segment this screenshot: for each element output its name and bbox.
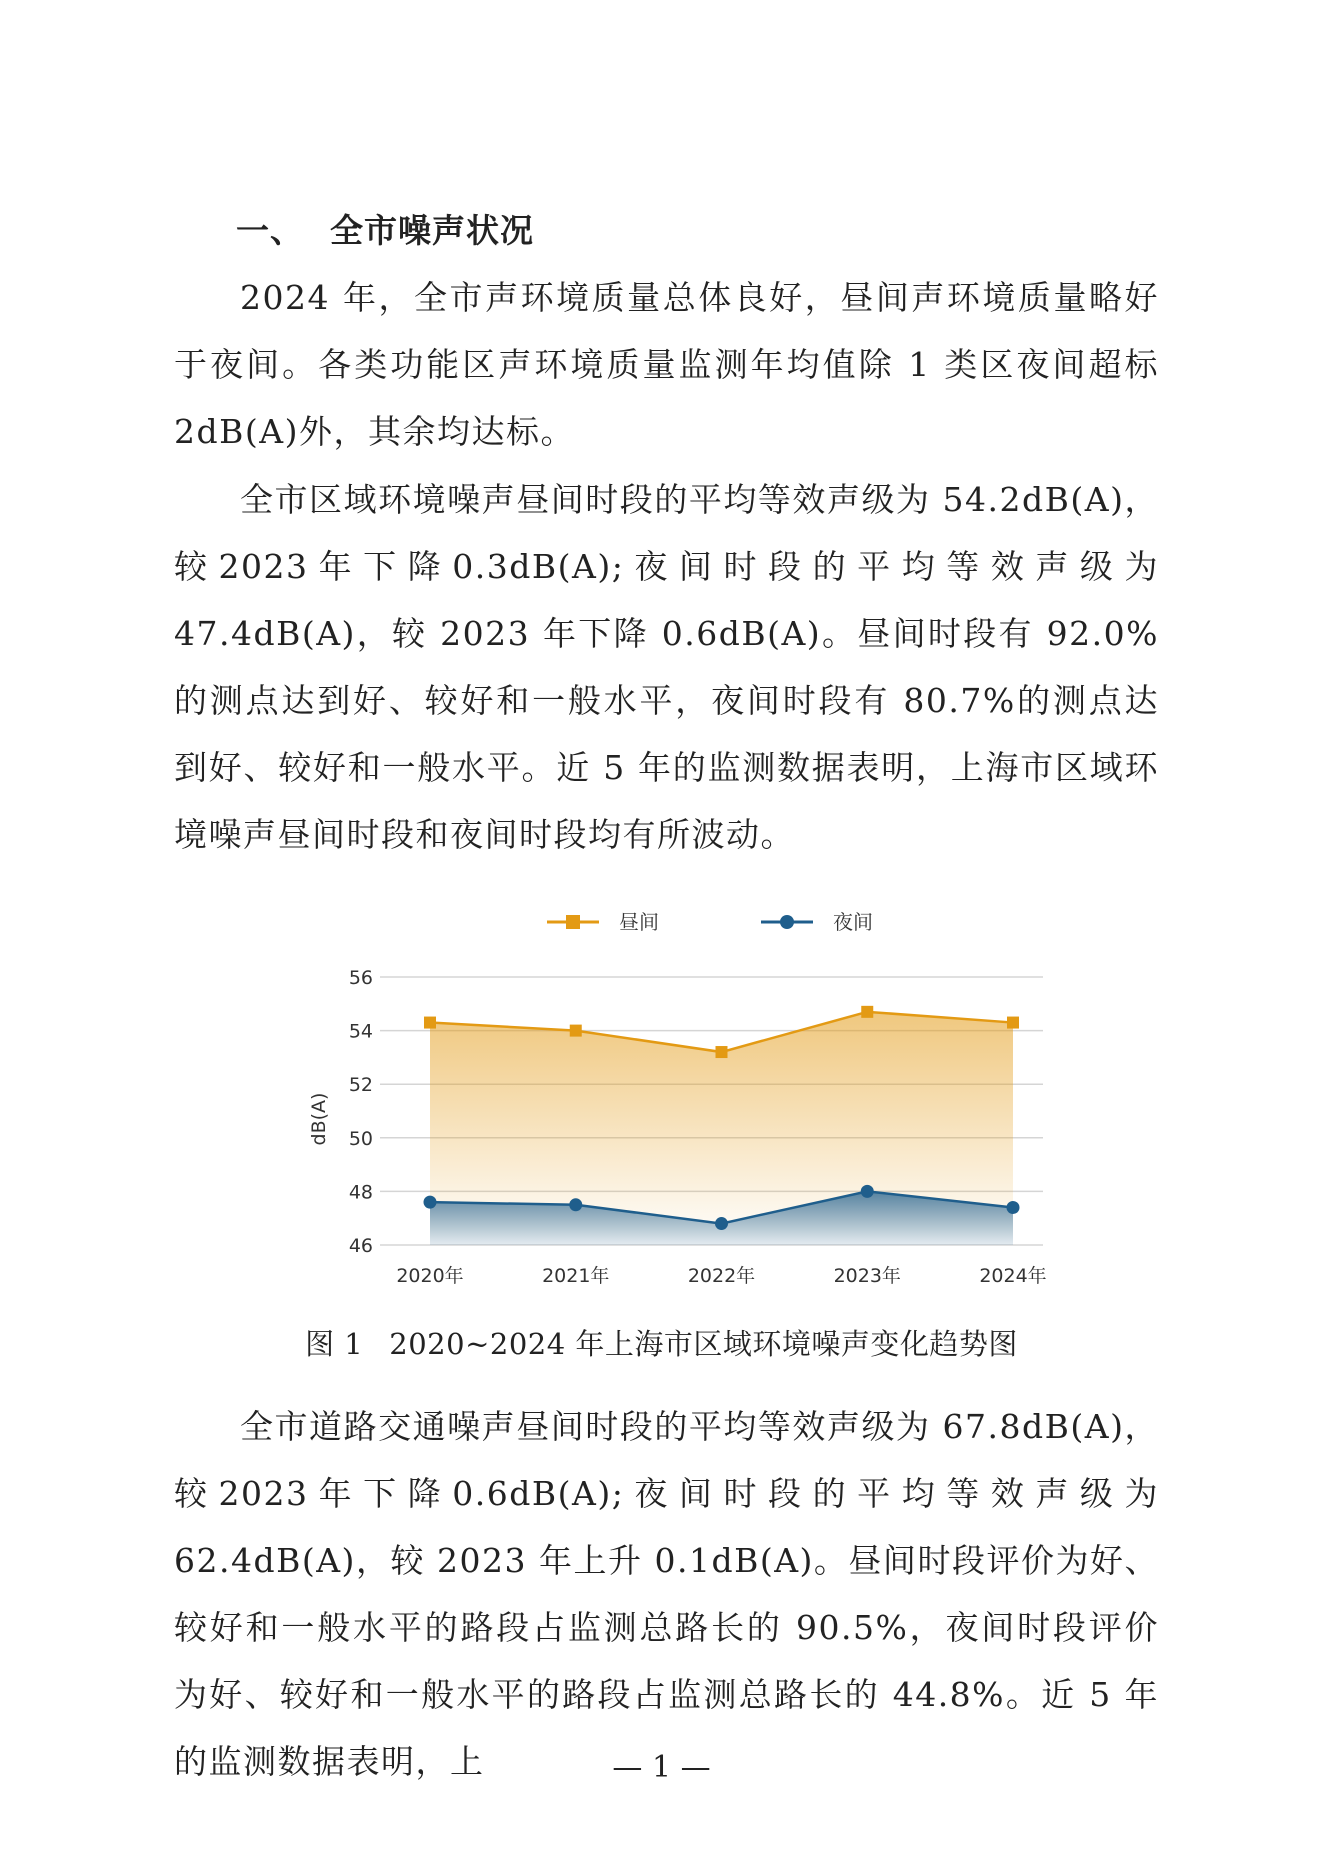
marker-night-2023年 — [861, 1185, 874, 1198]
figure-caption — [0, 1324, 1323, 1364]
legend-marker-night — [780, 915, 794, 929]
marker-night-2024年 — [1007, 1201, 1020, 1214]
x-tick-label-4: 2024年 — [979, 1265, 1047, 1287]
marker-night-2020年 — [424, 1196, 437, 1209]
marker-day-2024年 — [1007, 1017, 1019, 1029]
x-tick-label-2: 2022年 — [687, 1265, 756, 1287]
y-tick-label-46: 46 — [348, 1235, 373, 1257]
x-tick-label-1: 2021年 — [542, 1265, 610, 1287]
page-number: — 1 — — [612, 1750, 711, 1785]
marker-night-2022年 — [715, 1217, 728, 1230]
legend-marker-day — [566, 915, 580, 929]
paragraph-overall-status: 2024 年，全市声环境质量总体良好，昼间声环境质量略好于夜间。各类功能区声环境质量监测年均值除 1 类区夜间超标 2dB(A)外，其余均达标。 — [174, 278, 1159, 451]
paragraph-regional-noise: 全市区域环境噪声昼间时段的平均等效声级为 54.2dB(A)，较2023年下降0.3dB(A);夜间时段的平均等效声级为47.4dB(A)，较 2023 年下降 0.6dB(A)。昼间时段有 92.0%的测点达到好、较好和一般水平，夜间时段有 80.7%的测点达到好、较好和一般水平。近 5 年的监测数据表明，上海市区域环境噪声昼间时段和夜间时段均有所波动。 — [174, 480, 1159, 854]
x-tick-label-0: 2020年 — [396, 1265, 464, 1287]
legend-label-night: 夜间 — [833, 910, 873, 934]
noise-trend-chart — [295, 895, 1065, 1295]
marker-night-2021年 — [569, 1198, 582, 1211]
y-tick-label-56: 56 — [348, 967, 373, 989]
x-tick-label-3: 2023年 — [833, 1265, 901, 1287]
chart-svg — [295, 895, 1065, 1295]
marker-day-2023年 — [861, 1006, 873, 1018]
legend-label-day: 昼间 — [619, 910, 659, 934]
marker-day-2022年 — [716, 1046, 728, 1058]
y-axis-label: dB(A) — [308, 1092, 330, 1146]
y-tick-label-52: 52 — [348, 1074, 373, 1097]
y-tick-label-50: 50 — [348, 1127, 373, 1150]
marker-day-2020年 — [424, 1017, 436, 1029]
chart-legend — [547, 910, 873, 934]
section-title: 全市噪声状况 — [330, 211, 534, 250]
marker-day-2021年 — [570, 1025, 582, 1037]
y-tick-label-48: 48 — [348, 1181, 373, 1204]
paragraph-road-traffic-noise: 全市道路交通噪声昼间时段的平均等效声级为 67.8dB(A)，较2023年下降0.6dB(A);夜间时段的平均等效声级为62.4dB(A)，较 2023 年上升 0.1dB(A)。昼间时段评价为好、较好和一般水平的路段占监测总路长的 90.5%，夜间时段评价为好、较好和一般水平的路段占监测总路长的 44.8%。近 5 年的监测数据表明，上 — [174, 1407, 1159, 1781]
section-heading — [236, 207, 534, 255]
section-number: 一、 — [236, 211, 304, 250]
figure-caption-text: 2020~2024 年上海市区域环境噪声变化趋势图 — [389, 1327, 1018, 1361]
y-tick-label-54: 54 — [348, 1020, 373, 1043]
figure-number: 图 1 — [305, 1327, 364, 1361]
